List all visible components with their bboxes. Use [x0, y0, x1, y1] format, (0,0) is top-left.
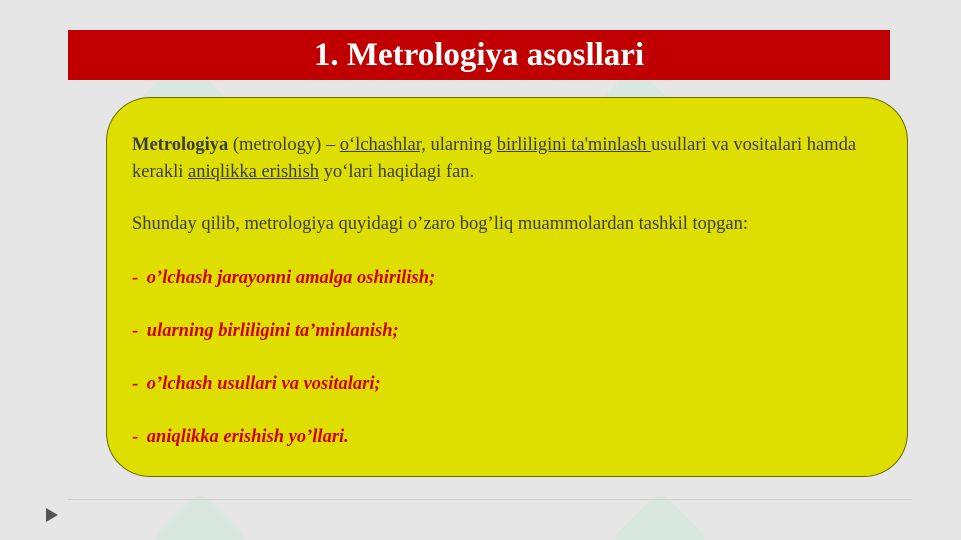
definition-paragraph [132, 132, 883, 186]
play-icon[interactable] [46, 508, 58, 522]
list-marker: - [132, 268, 143, 288]
list-item-text: oʼlchash usullari va vositalari; [146, 374, 381, 394]
definition-link-measurements: oʻlchashlar, [339, 135, 426, 155]
definition-link-uniformity: birliligini ta'minlash [496, 135, 652, 155]
list-item-text: ularning birliligini taʼminlanish; [146, 321, 399, 341]
content-box [106, 97, 908, 477]
list-marker: - [132, 374, 143, 394]
definition-term: Metrologiya [132, 135, 229, 155]
list-item [132, 318, 883, 345]
intro-paragraph: Shunday qilib, metrologiya quyidagi oʼzaro bogʼliq muammolardan tashkil topgan: [132, 214, 749, 234]
definition-text: (metrology) – [228, 135, 340, 155]
definition-text: yoʻlari haqidagi fan. [319, 162, 475, 182]
problems-list [132, 265, 883, 451]
title-bar [68, 30, 890, 80]
list-marker: - [132, 321, 143, 341]
definition-text: ularning [425, 135, 497, 155]
watermark-shape-icon [151, 491, 250, 540]
list-marker: - [132, 427, 143, 447]
list-item [132, 424, 883, 451]
list-item-text: oʼlchash jarayonni amalga oshirilish; [146, 268, 436, 288]
definition-link-accuracy: aniqlikka erishish [188, 162, 320, 182]
divider [68, 499, 912, 500]
definition-text: usullari va vositalari hamda kerakli [132, 135, 857, 182]
list-item [132, 371, 883, 398]
list-item-text: aniqlikka erishish yoʼllari. [146, 427, 349, 447]
watermark-shape-icon [611, 491, 710, 540]
page-title: 1. Metrologiya asosllari [313, 36, 645, 73]
list-item [132, 265, 883, 292]
